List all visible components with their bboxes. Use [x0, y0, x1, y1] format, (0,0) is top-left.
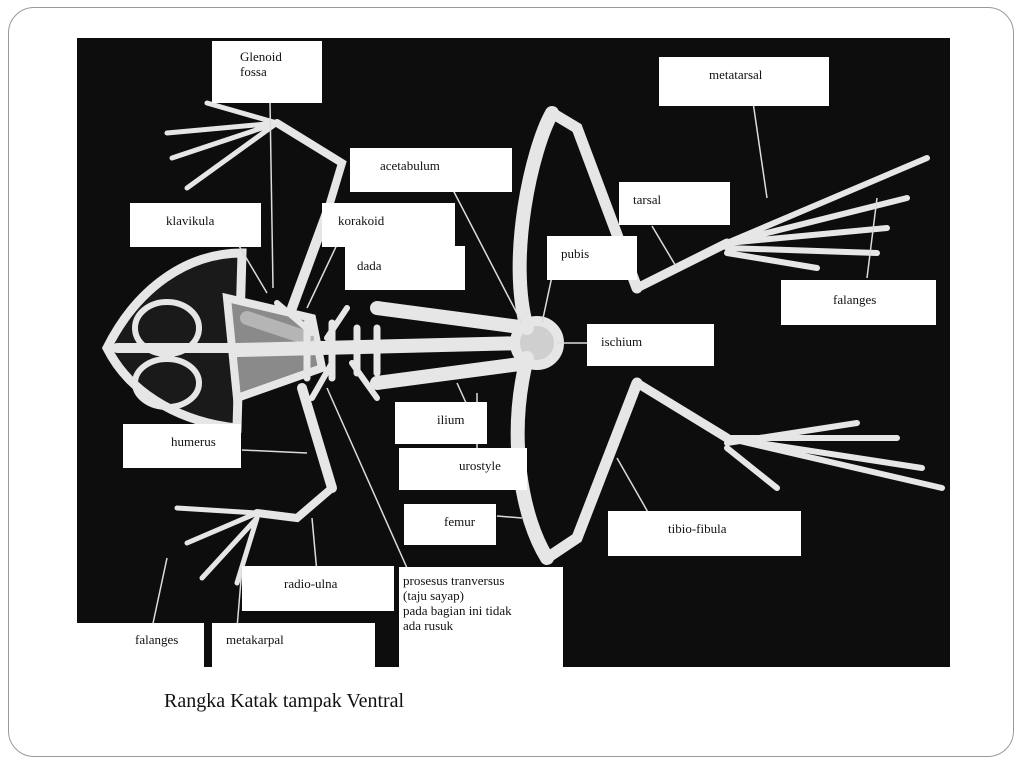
label-klavikula: klavikula [130, 203, 261, 247]
label-humerus: humerus [123, 424, 241, 468]
label-acetabulum: acetabulum [350, 148, 512, 192]
frog-skeleton-photo [77, 38, 950, 667]
label-prosesus-tranversus: prosesus tranversus (taju sayap) pada bagian ini tidak ada rusuk [399, 567, 563, 667]
label-tarsal: tarsal [619, 182, 730, 225]
label-radio-ulna: radio-ulna [242, 566, 394, 611]
label-femur: femur [404, 504, 496, 545]
label-pubis: pubis [547, 236, 637, 280]
label-tibio-fibula: tibio-fibula [608, 511, 801, 556]
label-metatarsal: metatarsal [659, 57, 829, 106]
label-ilium: ilium [395, 402, 487, 444]
label-falanges-hand: falanges [77, 623, 204, 667]
label-glenoid-fossa: Glenoid fossa [212, 41, 322, 103]
label-korakoid: korakoid [322, 203, 455, 247]
label-dada: dada [345, 246, 465, 290]
label-falanges-foot: falanges [781, 280, 936, 325]
label-metakarpal: metakarpal [212, 623, 375, 667]
figure-caption: Rangka Katak tampak Ventral [164, 690, 405, 712]
label-urostyle: urostyle [399, 448, 527, 490]
label-ischium: ischium [587, 324, 714, 366]
